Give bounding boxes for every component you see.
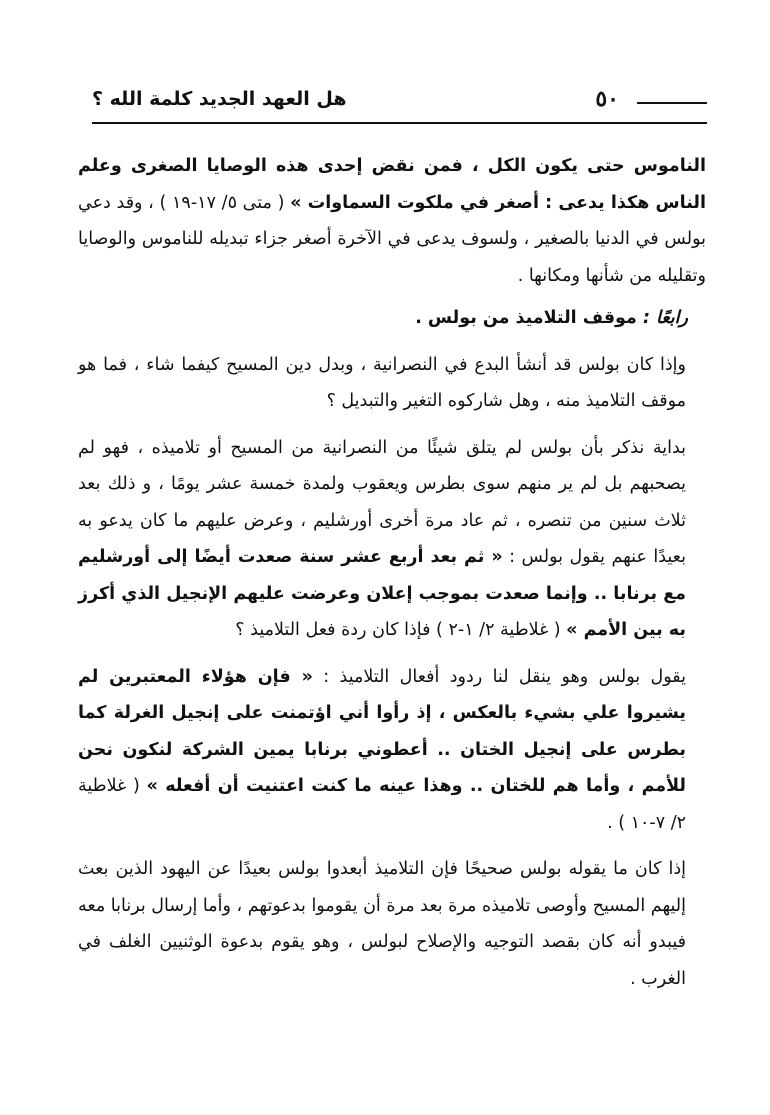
section-heading-text: موقف التلاميذ من بولس . bbox=[415, 308, 643, 328]
paragraph-text: ( متى ٥/ ١٧-١٩ ) ، وقد دعي بولس في الدنيا بالصغير ، ولسوف يدعى في الآخرة أصغر جزاء تبديله للناموس والوصايا وتقليله من شأنها ومكانها . bbox=[78, 192, 706, 286]
paragraph-4 bbox=[78, 659, 706, 842]
quote-bold: « ثم بعد أربع عشر سنة صعدت أيضًا إلى أورشليم مع برنابا .. وإنما صعدت بموجب إعلان وعرضت عليهم الإنجيل الذي أكرز به بين الأمم » bbox=[78, 547, 686, 640]
paragraph-text: يقول بولس وهو ينقل لنا ردود أفعال التلاميذ : bbox=[312, 666, 686, 687]
page-body bbox=[78, 148, 706, 997]
running-header bbox=[92, 84, 707, 124]
quote-bold: « فإن هؤلاء المعتبرين لم يشيروا علي بشيء بالعكس ، إذ رأوا أني اؤتمنت على إنجيل الغرلة كما بطرس على إنجيل الختان .. أعطوني برنابا يمين الشركة لنكون نحن للأمم ، وأما هم للختان .. وهذا عينه ما كنت اعتنيت أن أفعله » bbox=[78, 666, 686, 796]
header-underline bbox=[92, 122, 707, 124]
section-heading-number: رابعًا : bbox=[642, 308, 688, 328]
citation: ( غلاطية ٢/ ١-٢ ) فإذا كان ردة فعل التلاميذ ؟ bbox=[235, 620, 567, 640]
header-rule bbox=[637, 102, 707, 104]
running-title: هل العهد الجديد كلمة الله ؟ bbox=[92, 88, 347, 110]
citation: ( غلاطية ٢/ ٧-١٠ ) . bbox=[78, 776, 686, 833]
paragraph-text: بداية نذكر بأن بولس لم يتلق شيئًا من النصرانية من المسيح أو تلاميذه ، فهو لم يصحبهم بل لم ير منهم سوى بطرس ويعقوب ولمدة خمسة عشر يومًا ، و ذلك بعد ثلاث سنين من تنصره ، ثم عاد مرة أخرى أورشليم ، وعرض عليهم ما كان يدعو به بعيدًا عنهم يقول بولس : bbox=[78, 437, 686, 567]
page-number: ٥٠ bbox=[595, 86, 619, 112]
paragraph-3 bbox=[78, 430, 706, 649]
paragraph-1 bbox=[78, 148, 706, 294]
paragraph-5: إذا كان ما يقوله بولس صحيحًا فإن التلاميذ أبعدوا بولس بعيدًا عن اليهود الذين بعث إليهم المسيح وأوصى تلاميذه مرة بعد مرة أن يقوموا بدعوتهم ، وأما إرسال برنابا معه فيبدو أنه كان بقصد التوجيه والإصلاح لبولس ، وهو يقوم بدعوة الوثنيين الغلف في الغرب . bbox=[78, 859, 686, 989]
section-heading bbox=[78, 300, 688, 337]
quote-bold: الناموس حتى يكون الكل ، فمن نقض إحدى هذه الوصايا الصغرى وعلم الناس هكذا يدعى : أصغر في ملكوت السماوات » bbox=[78, 156, 706, 213]
paragraph-2: وإذا كان بولس قد أنشأ البدع في النصرانية ، وبدل دين المسيح كيفما شاء ، فما هو موقف التلاميذ منه ، وهل شاركوه التغير والتبديل ؟ bbox=[78, 354, 686, 411]
